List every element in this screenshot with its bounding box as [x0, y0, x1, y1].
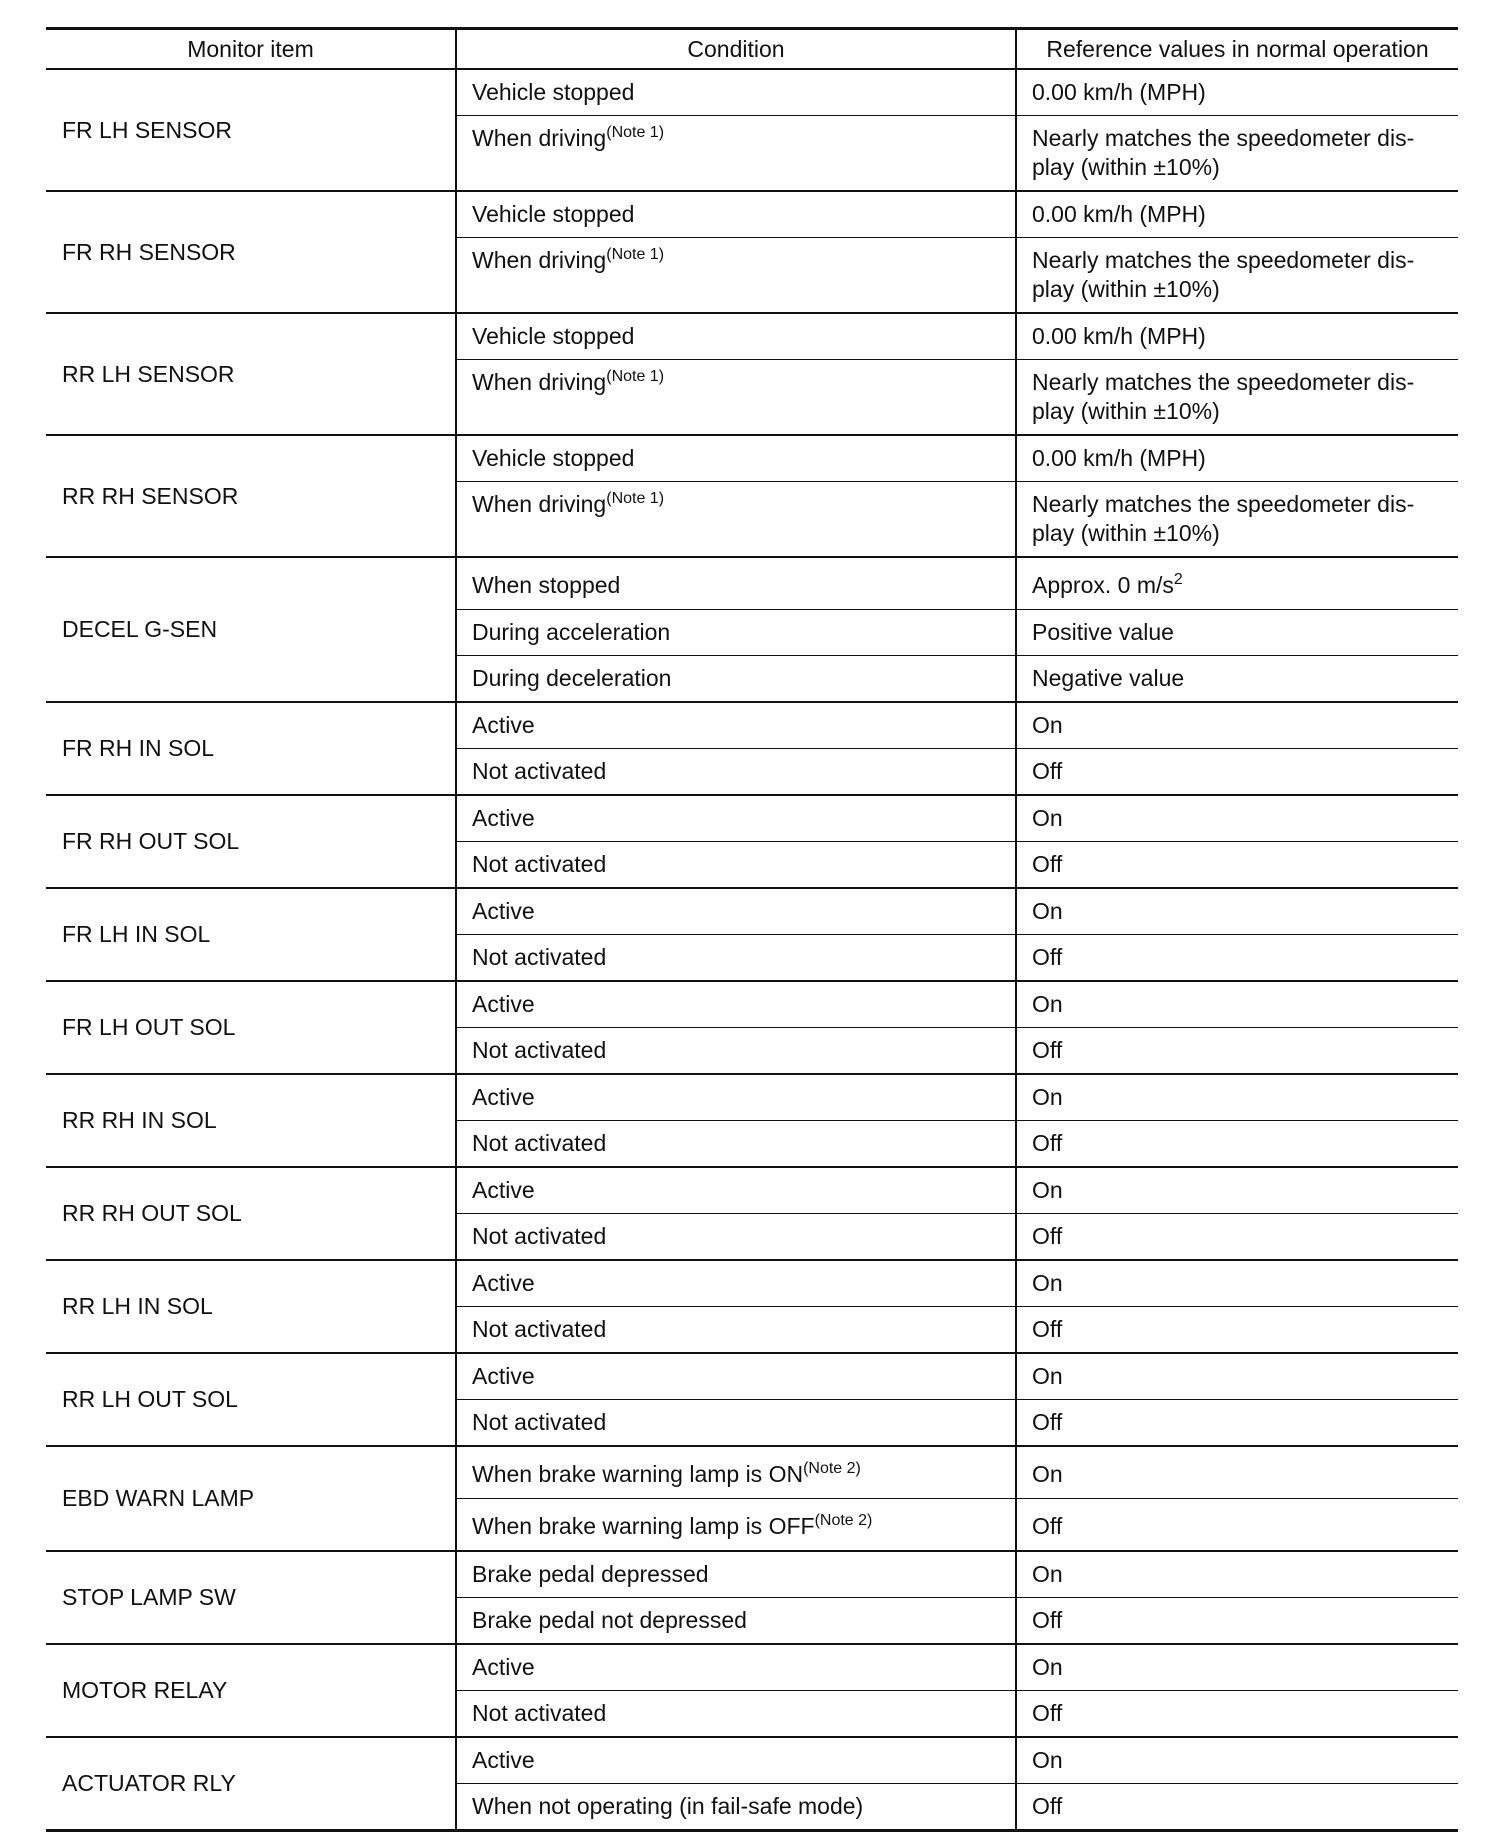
monitor-item-cell: RR RH OUT SOL — [46, 1167, 456, 1260]
condition-cell — [456, 1074, 1016, 1121]
reference-value-cell — [1016, 313, 1458, 360]
reference-value-cell — [1016, 1167, 1458, 1214]
reference-value-cell — [1016, 482, 1458, 558]
condition-cell — [456, 656, 1016, 703]
reference-value-text: Off — [1032, 758, 1063, 784]
condition-text: Active — [472, 1747, 535, 1773]
condition-text: Active — [472, 1177, 535, 1203]
condition-cell — [456, 1260, 1016, 1307]
reference-value-text: On — [1032, 991, 1063, 1017]
reference-value-cell — [1016, 842, 1458, 889]
reference-value-cell — [1016, 191, 1458, 238]
reference-value-text: On — [1032, 1461, 1063, 1487]
reference-value-text: On — [1032, 805, 1063, 831]
reference-value-text: On — [1032, 1747, 1063, 1773]
condition-cell — [456, 1644, 1016, 1691]
table-row — [46, 435, 1458, 482]
condition-cell — [456, 435, 1016, 482]
reference-value-text: 0.00 km/h (MPH) — [1032, 323, 1206, 349]
table-row — [46, 1260, 1458, 1307]
condition-cell — [456, 1499, 1016, 1552]
condition-cell — [456, 1028, 1016, 1075]
condition-cell — [456, 1121, 1016, 1168]
condition-text: During deceleration — [472, 665, 672, 691]
reference-value-text: Off — [1032, 1223, 1063, 1249]
condition-text: Brake pedal not depressed — [472, 1607, 747, 1633]
reference-value-cell — [1016, 1784, 1458, 1831]
reference-value-text: On — [1032, 1270, 1063, 1296]
monitor-item-cell: FR RH SENSOR — [46, 191, 456, 313]
reference-value-text: Off — [1032, 1037, 1063, 1063]
reference-value-cell — [1016, 1446, 1458, 1499]
reference-value-cell — [1016, 702, 1458, 749]
condition-text: Not activated — [472, 851, 607, 877]
reference-value-cell — [1016, 1737, 1458, 1784]
reference-value-cell — [1016, 935, 1458, 982]
table-row — [46, 1737, 1458, 1784]
table-row — [46, 1074, 1458, 1121]
monitor-item-cell: RR LH OUT SOL — [46, 1353, 456, 1446]
table-row — [46, 981, 1458, 1028]
condition-text: Active — [472, 1654, 535, 1680]
reference-value-text: Positive value — [1032, 619, 1174, 645]
condition-cell — [456, 116, 1016, 192]
condition-cell — [456, 69, 1016, 116]
reference-value-cell — [1016, 888, 1458, 935]
reference-value-text: On — [1032, 1561, 1063, 1587]
condition-text: Vehicle stopped — [472, 201, 635, 227]
reference-value-cell — [1016, 1598, 1458, 1645]
condition-cell — [456, 888, 1016, 935]
condition-cell — [456, 1598, 1016, 1645]
reference-value-text: 0.00 km/h (MPH) — [1032, 79, 1206, 105]
reference-value-cell — [1016, 749, 1458, 796]
reference-value-cell — [1016, 1353, 1458, 1400]
reference-value-cell — [1016, 557, 1458, 610]
monitor-item-cell: FR LH OUT SOL — [46, 981, 456, 1074]
reference-value-text: Approx. 0 m/s — [1032, 572, 1174, 598]
monitor-item-cell: ACTUATOR RLY — [46, 1737, 456, 1831]
table-row — [46, 191, 1458, 238]
reference-value-text: Off — [1032, 944, 1063, 970]
condition-note: (Note 2) — [803, 1460, 861, 1477]
monitor-item-cell: RR RH SENSOR — [46, 435, 456, 557]
condition-text: Vehicle stopped — [472, 79, 635, 105]
reference-value-cell — [1016, 435, 1458, 482]
condition-text: Brake pedal depressed — [472, 1561, 709, 1587]
condition-text: Active — [472, 991, 535, 1017]
reference-value-text: 0.00 km/h (MPH) — [1032, 445, 1206, 471]
condition-text: Active — [472, 805, 535, 831]
condition-cell — [456, 610, 1016, 656]
condition-note: (Note 1) — [606, 246, 665, 263]
reference-value-cell — [1016, 1400, 1458, 1447]
condition-text: When driving — [472, 369, 607, 395]
condition-cell — [456, 1691, 1016, 1738]
condition-note: (Note 1) — [606, 368, 665, 385]
monitor-item-cell: RR RH IN SOL — [46, 1074, 456, 1167]
monitor-item-cell: MOTOR RELAY — [46, 1644, 456, 1737]
reference-value-cell — [1016, 69, 1458, 116]
reference-value-text: Nearly matches the speedometer dis-play (within ±10%) — [1032, 369, 1415, 424]
condition-text: When driving — [472, 491, 607, 517]
condition-text: Not activated — [472, 1130, 607, 1156]
condition-cell — [456, 981, 1016, 1028]
reference-value-text: Off — [1032, 1700, 1063, 1726]
reference-value-text: On — [1032, 1363, 1063, 1389]
condition-text: Vehicle stopped — [472, 323, 635, 349]
reference-value-text: 0.00 km/h (MPH) — [1032, 201, 1206, 227]
condition-note: (Note 1) — [606, 124, 665, 141]
table-row — [46, 702, 1458, 749]
condition-cell — [456, 557, 1016, 610]
reference-value-text: Nearly matches the speedometer dis-play (within ±10%) — [1032, 247, 1415, 302]
reference-value-text: On — [1032, 898, 1063, 924]
condition-cell — [456, 842, 1016, 889]
monitor-item-cell: DECEL G-SEN — [46, 557, 456, 702]
reference-value-text: Off — [1032, 1607, 1063, 1633]
reference-value-cell — [1016, 360, 1458, 436]
reference-value-text: Off — [1032, 1513, 1063, 1539]
header-reference-values: Reference values in normal operation — [1016, 29, 1458, 70]
reference-value-text: Negative value — [1032, 665, 1185, 691]
reference-value-cell — [1016, 116, 1458, 192]
table-row — [46, 795, 1458, 842]
condition-text: During acceleration — [472, 619, 671, 645]
monitor-item-cell: FR RH IN SOL — [46, 702, 456, 795]
condition-text: Vehicle stopped — [472, 445, 635, 471]
condition-cell — [456, 749, 1016, 796]
table-row — [46, 1551, 1458, 1598]
condition-text: Active — [472, 1270, 535, 1296]
condition-text: When driving — [472, 247, 607, 273]
table-row — [46, 1353, 1458, 1400]
monitor-reference-table — [46, 27, 1458, 1832]
table-row — [46, 313, 1458, 360]
condition-cell — [456, 1737, 1016, 1784]
reference-value-cell — [1016, 1074, 1458, 1121]
condition-text: Not activated — [472, 1037, 607, 1063]
monitor-item-cell: EBD WARN LAMP — [46, 1446, 456, 1551]
condition-cell — [456, 1446, 1016, 1499]
reference-value-text: On — [1032, 1084, 1063, 1110]
condition-cell — [456, 1400, 1016, 1447]
condition-cell — [456, 1784, 1016, 1831]
condition-cell — [456, 1353, 1016, 1400]
unit-exponent: 2 — [1173, 571, 1183, 588]
monitor-item-cell: RR LH SENSOR — [46, 313, 456, 435]
reference-value-cell — [1016, 1214, 1458, 1261]
condition-cell — [456, 360, 1016, 436]
condition-cell — [456, 795, 1016, 842]
table-header — [46, 29, 1458, 70]
table-row — [46, 1644, 1458, 1691]
reference-value-cell — [1016, 981, 1458, 1028]
condition-text: Not activated — [472, 1316, 607, 1342]
condition-cell — [456, 238, 1016, 314]
condition-text: When brake warning lamp is ON — [472, 1461, 804, 1487]
reference-value-text: Off — [1032, 1316, 1063, 1342]
table-row — [46, 1167, 1458, 1214]
condition-text: Not activated — [472, 1409, 607, 1435]
reference-value-cell — [1016, 1691, 1458, 1738]
condition-text: Active — [472, 1363, 535, 1389]
reference-value-text: Nearly matches the speedometer dis-play (within ±10%) — [1032, 125, 1415, 180]
reference-value-text: On — [1032, 1177, 1063, 1203]
condition-text: When driving — [472, 125, 607, 151]
header-row — [46, 29, 1458, 70]
condition-cell — [456, 1551, 1016, 1598]
reference-value-text: On — [1032, 712, 1063, 738]
reference-value-cell — [1016, 610, 1458, 656]
condition-cell — [456, 1167, 1016, 1214]
condition-note: (Note 2) — [814, 1512, 873, 1529]
reference-value-text: Off — [1032, 851, 1063, 877]
condition-note: (Note 1) — [606, 490, 665, 507]
reference-value-cell — [1016, 795, 1458, 842]
condition-cell — [456, 313, 1016, 360]
condition-text: Not activated — [472, 1223, 607, 1249]
condition-text: Active — [472, 712, 535, 738]
condition-cell — [456, 702, 1016, 749]
table-body — [46, 69, 1458, 1831]
reference-value-text: Nearly matches the speedometer dis-play (within ±10%) — [1032, 491, 1415, 546]
reference-value-cell — [1016, 656, 1458, 703]
table-row — [46, 1446, 1458, 1499]
reference-value-cell — [1016, 1121, 1458, 1168]
condition-text: Active — [472, 1084, 535, 1110]
condition-cell — [456, 1307, 1016, 1354]
reference-value-text: Off — [1032, 1793, 1063, 1819]
condition-text: When stopped — [472, 572, 621, 598]
condition-text: When not operating (in fail-safe mode) — [472, 1793, 864, 1819]
reference-value-cell — [1016, 1028, 1458, 1075]
header-condition: Condition — [456, 29, 1016, 70]
reference-value-cell — [1016, 1499, 1458, 1552]
table-row — [46, 888, 1458, 935]
reference-value-cell — [1016, 1644, 1458, 1691]
monitor-item-cell: FR RH OUT SOL — [46, 795, 456, 888]
condition-cell — [456, 935, 1016, 982]
condition-text: Not activated — [472, 758, 607, 784]
header-monitor-item: Monitor item — [46, 29, 456, 70]
condition-cell — [456, 482, 1016, 558]
monitor-item-cell: RR LH IN SOL — [46, 1260, 456, 1353]
monitor-item-cell: STOP LAMP SW — [46, 1551, 456, 1644]
condition-cell — [456, 191, 1016, 238]
reference-value-text: On — [1032, 1654, 1063, 1680]
condition-cell — [456, 1214, 1016, 1261]
condition-text: When brake warning lamp is OFF — [472, 1513, 815, 1539]
table-row — [46, 557, 1458, 610]
monitor-item-cell: FR LH SENSOR — [46, 69, 456, 191]
reference-value-text: Off — [1032, 1130, 1063, 1156]
reference-value-text: Off — [1032, 1409, 1063, 1435]
condition-text: Not activated — [472, 944, 607, 970]
condition-text: Not activated — [472, 1700, 607, 1726]
monitor-item-cell: FR LH IN SOL — [46, 888, 456, 981]
condition-text: Active — [472, 898, 535, 924]
reference-value-cell — [1016, 1307, 1458, 1354]
reference-value-cell — [1016, 1551, 1458, 1598]
reference-value-cell — [1016, 238, 1458, 314]
reference-value-cell — [1016, 1260, 1458, 1307]
table-row — [46, 69, 1458, 116]
